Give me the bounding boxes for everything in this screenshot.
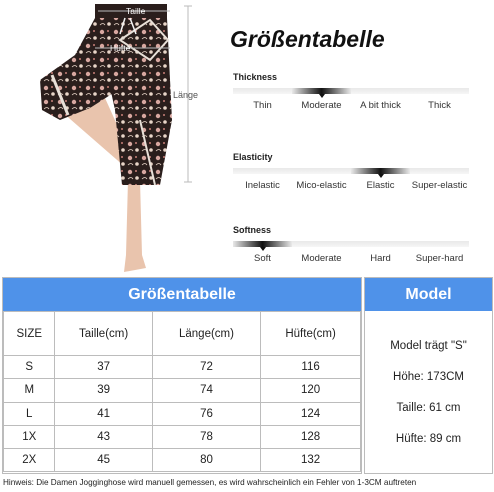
model-header: Model (365, 278, 492, 311)
table-cell: 116 (261, 356, 361, 379)
table-cell: 45 (55, 449, 152, 472)
model-line: Taille: 61 cm (396, 402, 461, 414)
scale-marker-icon (260, 247, 266, 251)
size-table-grid (3, 311, 361, 472)
scale-bar (233, 88, 469, 94)
table-cell: 128 (261, 425, 361, 448)
scale-option: Thick (428, 100, 451, 111)
table-cell: 74 (152, 379, 260, 402)
table-cell: L (4, 402, 55, 425)
scale-option: Soft (254, 253, 271, 264)
table-cell: 124 (261, 402, 361, 425)
scale-marker-icon (378, 174, 384, 178)
scale-bar (233, 241, 469, 247)
model-lines (365, 311, 492, 455)
scale-title: Thickness (233, 72, 278, 82)
scale-option: Moderate (301, 253, 342, 264)
table-row (4, 379, 361, 402)
chart-title: Größentabelle (230, 26, 385, 52)
column-header: Länge(cm) (152, 312, 260, 356)
scale-option: Inelastic (245, 180, 280, 191)
softness-scale (233, 225, 469, 264)
product-photo (0, 0, 215, 275)
table-cell: 39 (55, 379, 152, 402)
model-line: Hüfte: 89 cm (395, 433, 462, 445)
table-cell: 43 (55, 425, 152, 448)
model-line: Höhe: 173CM (393, 371, 464, 383)
table-row (4, 425, 361, 448)
scale-marker-icon (319, 94, 325, 98)
table-cell: 2X (4, 449, 55, 472)
scale-title: Softness (233, 225, 272, 235)
size-table (2, 277, 362, 474)
scale-bar (233, 168, 469, 174)
hip-label: Hüfte (110, 43, 131, 53)
length-label: Länge (173, 90, 199, 100)
table-cell: 72 (152, 356, 260, 379)
table-cell: 78 (152, 425, 260, 448)
size-table-header: Größentabelle (3, 278, 361, 311)
table-cell: 120 (261, 379, 361, 402)
scale-option: Super-hard (415, 253, 464, 264)
scale-options (233, 253, 469, 264)
footnote: Hinweis: Die Damen Jogginghose wird manuell gemessen, es wird wahrscheinlich ein Fehler von 1-3CM auftreten (3, 478, 417, 487)
column-header: Taille(cm) (55, 312, 152, 356)
column-header: SIZE (4, 312, 55, 356)
model-info (364, 277, 493, 474)
elasticity-scale (233, 152, 469, 191)
scale-option: Thin (253, 100, 272, 111)
table-cell: 80 (152, 449, 260, 472)
table-cell: 1X (4, 425, 55, 448)
table-cell: S (4, 356, 55, 379)
table-row (4, 449, 361, 472)
scale-option: Hard (370, 253, 391, 264)
table-cell: 76 (152, 402, 260, 425)
scale-option: Elastic (366, 180, 395, 191)
scale-options (233, 100, 469, 111)
table-cell: 37 (55, 356, 152, 379)
scale-option: Super-elastic (411, 180, 468, 191)
table-cell: M (4, 379, 55, 402)
scale-option: Moderate (301, 100, 342, 111)
standing-leg (124, 180, 146, 272)
table-cell: 41 (55, 402, 152, 425)
table-row (4, 402, 361, 425)
column-header: Hüfte(cm) (261, 312, 361, 356)
waist-label: Taille (126, 6, 146, 16)
scale-option: A bit thick (360, 100, 401, 111)
model-line: Model trägt "S" (390, 340, 467, 352)
scale-title: Elasticity (233, 152, 273, 162)
table-header-row (4, 312, 361, 356)
scale-option: Mico-elastic (296, 180, 347, 191)
table-row (4, 356, 361, 379)
scale-options (233, 180, 469, 191)
table-cell: 132 (261, 449, 361, 472)
thickness-scale (233, 72, 469, 111)
